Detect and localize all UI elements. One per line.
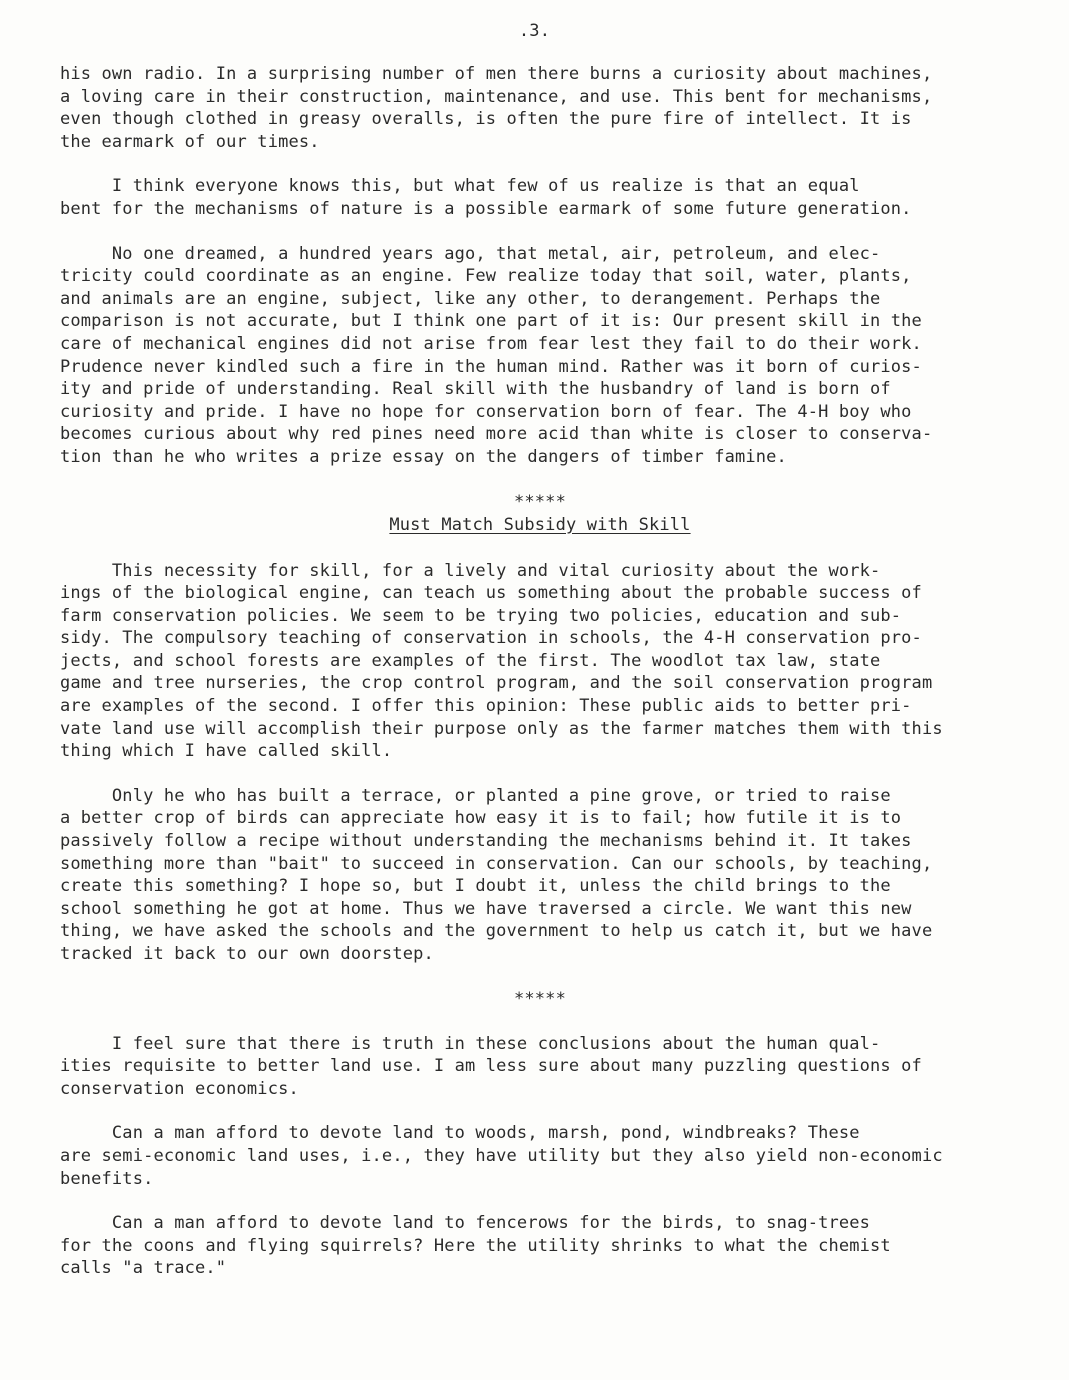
text-line: vate land use will accomplish their purpose only as the farmer matches them with this [60,718,943,739]
text-line: ings of the biological engine, can teach us something about the probable success of [60,583,922,604]
text-line: This necessity for skill, for a lively and vital curiosity about the work- [60,560,881,581]
paragraph-3 [60,243,1020,469]
text-line: for the coons and flying squirrels? Here the utility shrinks to what the chemist [60,1235,891,1256]
text-line: jects, and school forests are examples of the first. The woodlot tax law, state [60,650,881,671]
text-line: conservation economics. [60,1078,299,1099]
text-line: a better crop of birds can appreciate how easy it is to fail; how futile it is to [60,808,902,829]
text-line: thing, we have asked the schools and the government to help us catch it, but we have [60,921,933,942]
text-line: No one dreamed, a hundred years ago, that metal, air, petroleum, and elec- [60,243,881,264]
text-line: comparison is not accurate, but I think one part of it is: Our present skill in the [60,311,922,332]
text-line: are examples of the second. I offer this opinion: These public aids to better pri- [60,696,912,717]
text-line: bent for the mechanisms of nature is a possible earmark of some future generation. [60,198,912,219]
paragraph-1 [60,63,1020,153]
text-line: sidy. The compulsory teaching of conservation in schools, the 4-H conservation pro- [60,628,922,649]
text-line: school something he got at home. Thus we have traversed a circle. We want this new [60,898,912,919]
text-line: care of mechanical engines did not arise from fear lest they fail to do their work. [60,333,922,354]
text-line: a loving care in their construction, maintenance, and use. This bent for mechanisms, [60,86,933,107]
text-line: passively follow a recipe without understanding the mechanisms behind it. It takes [60,831,912,852]
text-line: calls "a trace." [60,1258,227,1279]
text-line: ities requisite to better land use. I am less sure about many puzzling questions of [60,1056,922,1077]
text-line: even though clothed in greasy overalls, is often the pure fire of intellect. It is [60,109,912,130]
section-heading [60,514,1020,540]
paragraph-6 [60,1033,1020,1101]
text-line: game and tree nurseries, the crop control program, and the soil conservation program [60,673,933,694]
text-line: create this something? I hope so, but I doubt it, unless the child brings to the [60,876,891,897]
text-line: his own radio. In a surprising number of men there burns a curiosity about machines, [60,64,933,84]
section-divider: ***** [514,491,566,512]
text-line: I feel sure that there is truth in these conclusions about the human qual- [60,1033,881,1054]
text-line: curiosity and pride. I have no hope for conservation born of fear. The 4-H boy who [60,401,912,422]
paragraph-7 [60,1122,1020,1190]
section-divider: ***** [514,988,566,1009]
text-line: Prudence never kindled such a fire in the human mind. Rather was it born of curios- [60,356,922,377]
text-line: the earmark of our times. [60,131,320,152]
paragraph-2 [60,175,1020,220]
text-line: and animals are an engine, subject, like any other, to derangement. Perhaps the [60,288,881,309]
document-body [60,63,1020,1302]
text-line: becomes curious about why red pines need more acid than white is closer to conserva- [60,424,933,445]
text-line: thing which I have called skill. [60,741,393,762]
text-line: tracked it back to our own doorstep. [60,944,434,964]
paragraph-8 [60,1212,1020,1280]
text-line: ity and pride of understanding. Real skill with the husbandry of land is born of [60,379,891,400]
text-line: benefits. [60,1168,154,1189]
page-number: .3. [518,21,551,41]
text-line: are semi-economic land uses, i.e., they have utility but they also yield non-economic [60,1145,943,1166]
paragraph-4 [60,560,1020,763]
paragraph-5 [60,785,1020,966]
text-line: something more than "bait" to succeed in conservation. Can our schools, by teaching, [60,853,933,874]
text-line: tion than he who writes a prize essay on the dangers of timber famine. [60,446,787,467]
text-line: Only he who has built a terrace, or planted a pine grove, or tried to raise [60,785,891,806]
text-line: farm conservation policies. We seem to be trying two policies, education and sub- [60,605,902,626]
text-line: Can a man afford to devote land to woods, marsh, pond, windbreaks? These [60,1123,860,1144]
text-line: Can a man afford to devote land to fencerows for the birds, to snag-trees [60,1213,871,1234]
section-heading-text: Must Match Subsidy with Skill [389,514,691,535]
text-line: tricity could coordinate as an engine. Few realize today that soil, water, plants, [60,266,912,287]
text-line: I think everyone knows this, but what few of us realize is that an equal [60,176,860,197]
